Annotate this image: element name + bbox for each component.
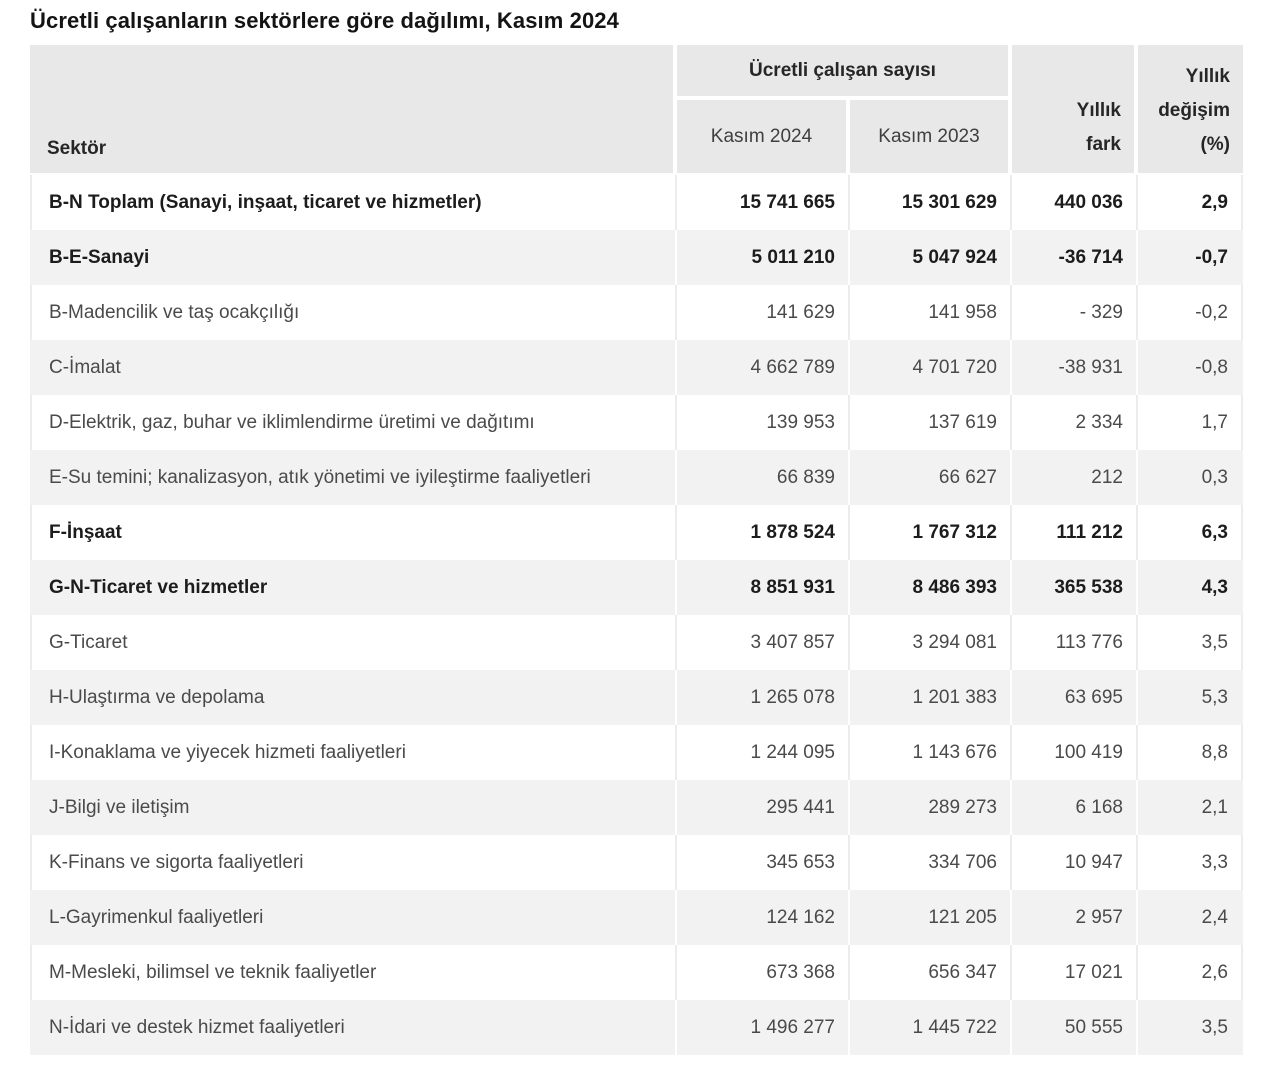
- table-row: [30, 945, 1243, 1000]
- value-annual-change-percent: 2,6: [1136, 945, 1243, 1000]
- value-november-2024: 1 265 078: [675, 670, 848, 725]
- value-annual-change-percent: 3,5: [1136, 1000, 1243, 1055]
- table-row: [30, 725, 1243, 780]
- value-annual-change-percent: 4,3: [1136, 560, 1243, 615]
- header-november-2024: [677, 100, 846, 173]
- table-row: [30, 175, 1243, 230]
- value-annual-difference: 113 776: [1010, 615, 1136, 670]
- value-november-2023: 289 273: [848, 780, 1010, 835]
- sector-name: F-İnşaat: [30, 505, 675, 560]
- table-row: [30, 285, 1243, 340]
- header-november-2023-label: Kasım 2023: [878, 125, 980, 147]
- value-november-2024: 345 653: [675, 835, 848, 890]
- value-november-2023: 1 767 312: [848, 505, 1010, 560]
- value-november-2024: 15 741 665: [675, 175, 848, 230]
- value-annual-difference: 440 036: [1010, 175, 1136, 230]
- value-november-2024: 141 629: [675, 285, 848, 340]
- value-annual-difference: 17 021: [1010, 945, 1136, 1000]
- value-annual-change-percent: 3,3: [1136, 835, 1243, 890]
- table-row: [30, 230, 1243, 285]
- value-annual-difference: 111 212: [1010, 505, 1136, 560]
- value-annual-change-percent: 6,3: [1136, 505, 1243, 560]
- page-title: Ücretli çalışanların sektörlere göre dağılımı, Kasım 2024: [30, 8, 619, 33]
- sector-name: K-Finans ve sigorta faaliyetleri: [30, 835, 675, 890]
- sector-name: G-N-Ticaret ve hizmetler: [49, 577, 268, 598]
- value-annual-change-percent: 3,5: [1136, 615, 1243, 670]
- sector-name: E-Su temini; kanalizasyon, atık yönetimi ve iyileştirme faaliyetleri: [49, 467, 591, 488]
- value-annual-difference: 10 947: [1010, 835, 1136, 890]
- table-row: [30, 450, 1243, 505]
- value-annual-change-percent: 2,1: [1136, 780, 1243, 835]
- value-november-2024: 8 851 931: [675, 560, 848, 615]
- value-november-2023: 4 701 720: [848, 340, 1010, 395]
- value-november-2023: 137 619: [848, 395, 1010, 450]
- value-annual-difference: 2 957: [1010, 890, 1136, 945]
- value-annual-difference: 212: [1010, 450, 1136, 505]
- value-annual-change-percent: 2,4: [1136, 890, 1243, 945]
- sector-name: B-N Toplam (Sanayi, inşaat, ticaret ve hizmetler): [30, 175, 675, 230]
- table-row: [30, 615, 1243, 670]
- value-annual-change-percent: -0,7: [1136, 230, 1243, 285]
- table-row: [30, 780, 1243, 835]
- header-sector-label: Sektör: [47, 138, 107, 159]
- value-november-2023: 8 486 393: [848, 560, 1010, 615]
- value-november-2023: 5 047 924: [848, 230, 1010, 285]
- sector-name: B-E-Sanayi: [49, 247, 150, 268]
- value-november-2024: 66 839: [675, 450, 848, 505]
- value-annual-change-percent: 0,3: [1136, 450, 1243, 505]
- value-november-2023: 141 958: [848, 285, 1010, 340]
- value-annual-change-percent: -0,8: [1136, 340, 1243, 395]
- sector-name: I-Konaklama ve yiyecek hizmeti faaliyetleri: [30, 725, 675, 780]
- table-row: [30, 890, 1243, 945]
- value-november-2023: 15 301 629: [848, 175, 1010, 230]
- value-november-2024: 295 441: [675, 780, 848, 835]
- value-annual-difference: - 329: [1010, 285, 1136, 340]
- header-sector: [30, 45, 673, 173]
- value-november-2023: 1 445 722: [848, 1000, 1010, 1055]
- value-annual-difference: 100 419: [1010, 725, 1136, 780]
- value-november-2024: 1 244 095: [675, 725, 848, 780]
- sector-distribution-table: [30, 45, 1243, 1055]
- table-row: [30, 670, 1243, 725]
- value-annual-difference: -36 714: [1010, 230, 1136, 285]
- value-november-2024: 673 368: [675, 945, 848, 1000]
- value-november-2024: 139 953: [675, 395, 848, 450]
- value-november-2023: 1 201 383: [848, 670, 1010, 725]
- sector-name: D-Elektrik, gaz, buhar ve iklimlendirme üretimi ve dağıtımı: [30, 395, 675, 450]
- sector-name: J-Bilgi ve iletişim: [49, 797, 190, 818]
- header-group-label: Ücretli çalışan sayısı: [749, 59, 936, 81]
- value-annual-change-percent: 8,8: [1136, 725, 1243, 780]
- value-annual-change-percent: 1,7: [1136, 395, 1243, 450]
- table-row: [30, 560, 1243, 615]
- sector-name: M-Mesleki, bilimsel ve teknik faaliyetler: [30, 945, 675, 1000]
- header-annual-change-percent: [1138, 45, 1243, 173]
- value-november-2024: 1 878 524: [675, 505, 848, 560]
- value-annual-change-percent: 5,3: [1136, 670, 1243, 725]
- sector-name: C-İmalat: [49, 357, 121, 378]
- value-annual-difference: 50 555: [1010, 1000, 1136, 1055]
- value-november-2023: 121 205: [848, 890, 1010, 945]
- header-november-2024-label: Kasım 2024: [710, 125, 813, 147]
- sector-name: L-Gayrimenkul faaliyetleri: [49, 907, 264, 928]
- value-november-2024: 1 496 277: [675, 1000, 848, 1055]
- value-november-2024: 124 162: [675, 890, 848, 945]
- value-annual-difference: -38 931: [1010, 340, 1136, 395]
- value-november-2024: 5 011 210: [675, 230, 848, 285]
- sector-name: N-İdari ve destek hizmet faaliyetleri: [49, 1017, 345, 1038]
- header-annual-difference: [1012, 45, 1134, 173]
- value-november-2024: 3 407 857: [675, 615, 848, 670]
- table-row: [30, 395, 1243, 450]
- value-annual-difference: 6 168: [1010, 780, 1136, 835]
- value-november-2024: 4 662 789: [675, 340, 848, 395]
- table-row: [30, 505, 1243, 560]
- header-november-2023: [850, 100, 1008, 173]
- sector-name: B-Madencilik ve taş ocakçılığı: [30, 285, 675, 340]
- value-annual-difference: 365 538: [1010, 560, 1136, 615]
- value-annual-change-percent: -0,2: [1136, 285, 1243, 340]
- value-annual-difference: 2 334: [1010, 395, 1136, 450]
- sector-name: G-Ticaret: [30, 615, 675, 670]
- table-row: [30, 835, 1243, 890]
- sector-name: H-Ulaştırma ve depolama: [49, 687, 265, 708]
- value-november-2023: 656 347: [848, 945, 1010, 1000]
- table-header: [30, 45, 1243, 173]
- value-november-2023: 66 627: [848, 450, 1010, 505]
- value-annual-change-percent: 2,9: [1136, 175, 1243, 230]
- header-group-paid-employee-count: [677, 45, 1008, 96]
- header-annual-change-percent-label: Yıllık değişim (%): [1158, 66, 1230, 155]
- value-november-2023: 3 294 081: [848, 615, 1010, 670]
- table-row: [30, 340, 1243, 395]
- table-row: [30, 1000, 1243, 1055]
- header-annual-difference-label: Yıllık fark: [1076, 100, 1121, 155]
- value-november-2023: 334 706: [848, 835, 1010, 890]
- value-november-2023: 1 143 676: [848, 725, 1010, 780]
- table-body: [30, 175, 1243, 1055]
- value-annual-difference: 63 695: [1010, 670, 1136, 725]
